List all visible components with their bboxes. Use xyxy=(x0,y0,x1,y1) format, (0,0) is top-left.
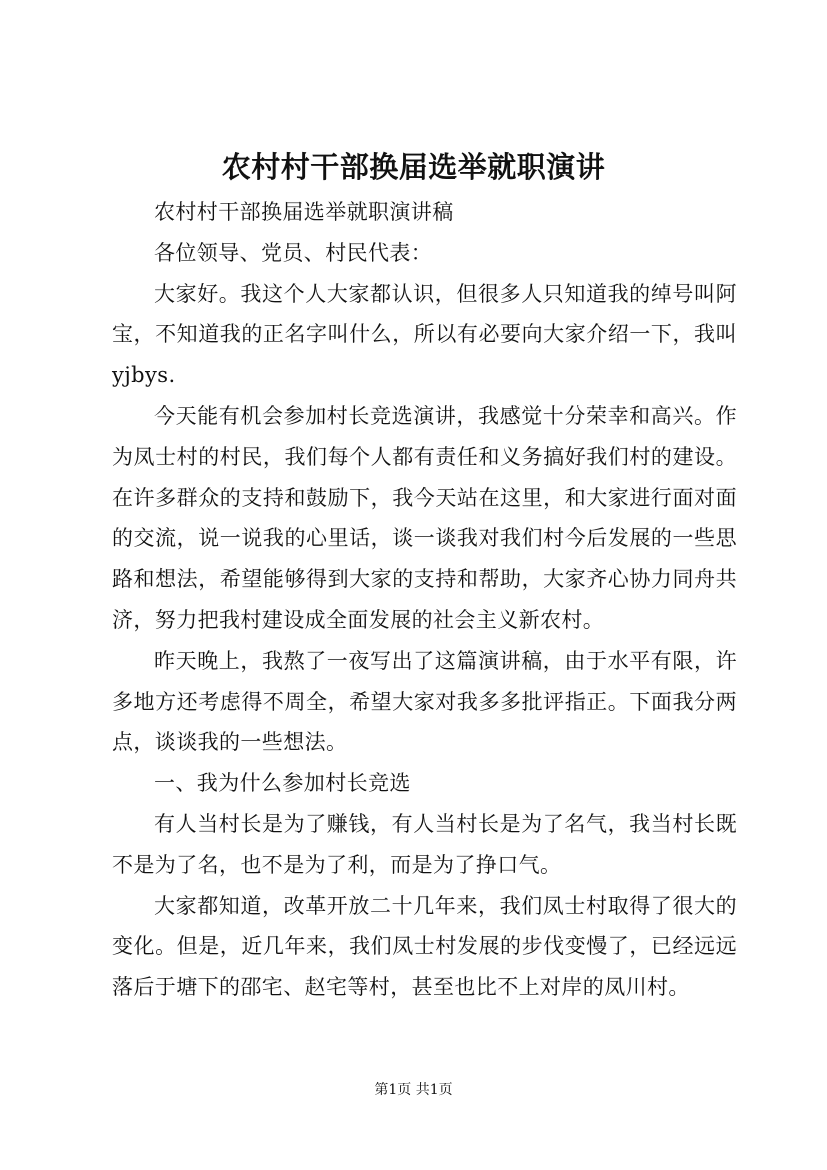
paragraph-introduction: 大家好。我这个人大家都认识，但很多人只知道我的绰号叫阿宝，不知道我的正名字叫什么，所以有必要向大家介绍一下，我叫 yjbys. xyxy=(112,281,737,388)
paragraph-gratitude: 今天能有机会参加村长竞选演讲，我感觉十分荣幸和高兴。作为凤士村的村民，我们每个人都有责任和义务搞好我们村的建设。在许多群众的支持和鼓励下，我今天站在这里，和大家进行面对面的交流，说一说我的心里话，谈一谈我对我们村今后发展的一些思路和想法，希望能够得到大家的支持和帮助，大家齐心协力同舟共济，努力把我村建设成全面发展的社会主义新农村。 xyxy=(112,403,737,632)
paragraph-village-status: 大家都知道，改革开放二十几年来，我们凤士村取得了很大的变化。但是，近几年来，我们凤士村发展的步伐变慢了，已经远远落后于塘下的邵宅、赵宅等村，甚至也比不上对岸的凤川村。 xyxy=(112,893,737,1000)
paragraph-subtitle: 农村村干部换届选举就职演讲稿 xyxy=(154,200,454,224)
paragraph-salutation: 各位领导、党员、村民代表： xyxy=(154,240,433,265)
section-heading: 一、我为什么参加村长竞选 xyxy=(154,771,411,796)
paragraph-preface: 昨天晚上，我熬了一夜写出了这篇演讲稿，由于水平有限，许多地方还考虑得不周全，希望大家对我多多批评指正。下面我分两点，谈谈我的一些想法。 xyxy=(112,648,737,755)
document-body xyxy=(112,192,737,1008)
paragraph-motivation: 有人当村长是为了赚钱，有人当村长是为了名气，我当村长既不是为了名，也不是为了利，而是为了挣口气。 xyxy=(112,811,737,877)
page-footer: 第1页 共1页 xyxy=(374,1082,453,1098)
document-title: 农村村干部换届选举就职演讲 xyxy=(221,150,606,184)
